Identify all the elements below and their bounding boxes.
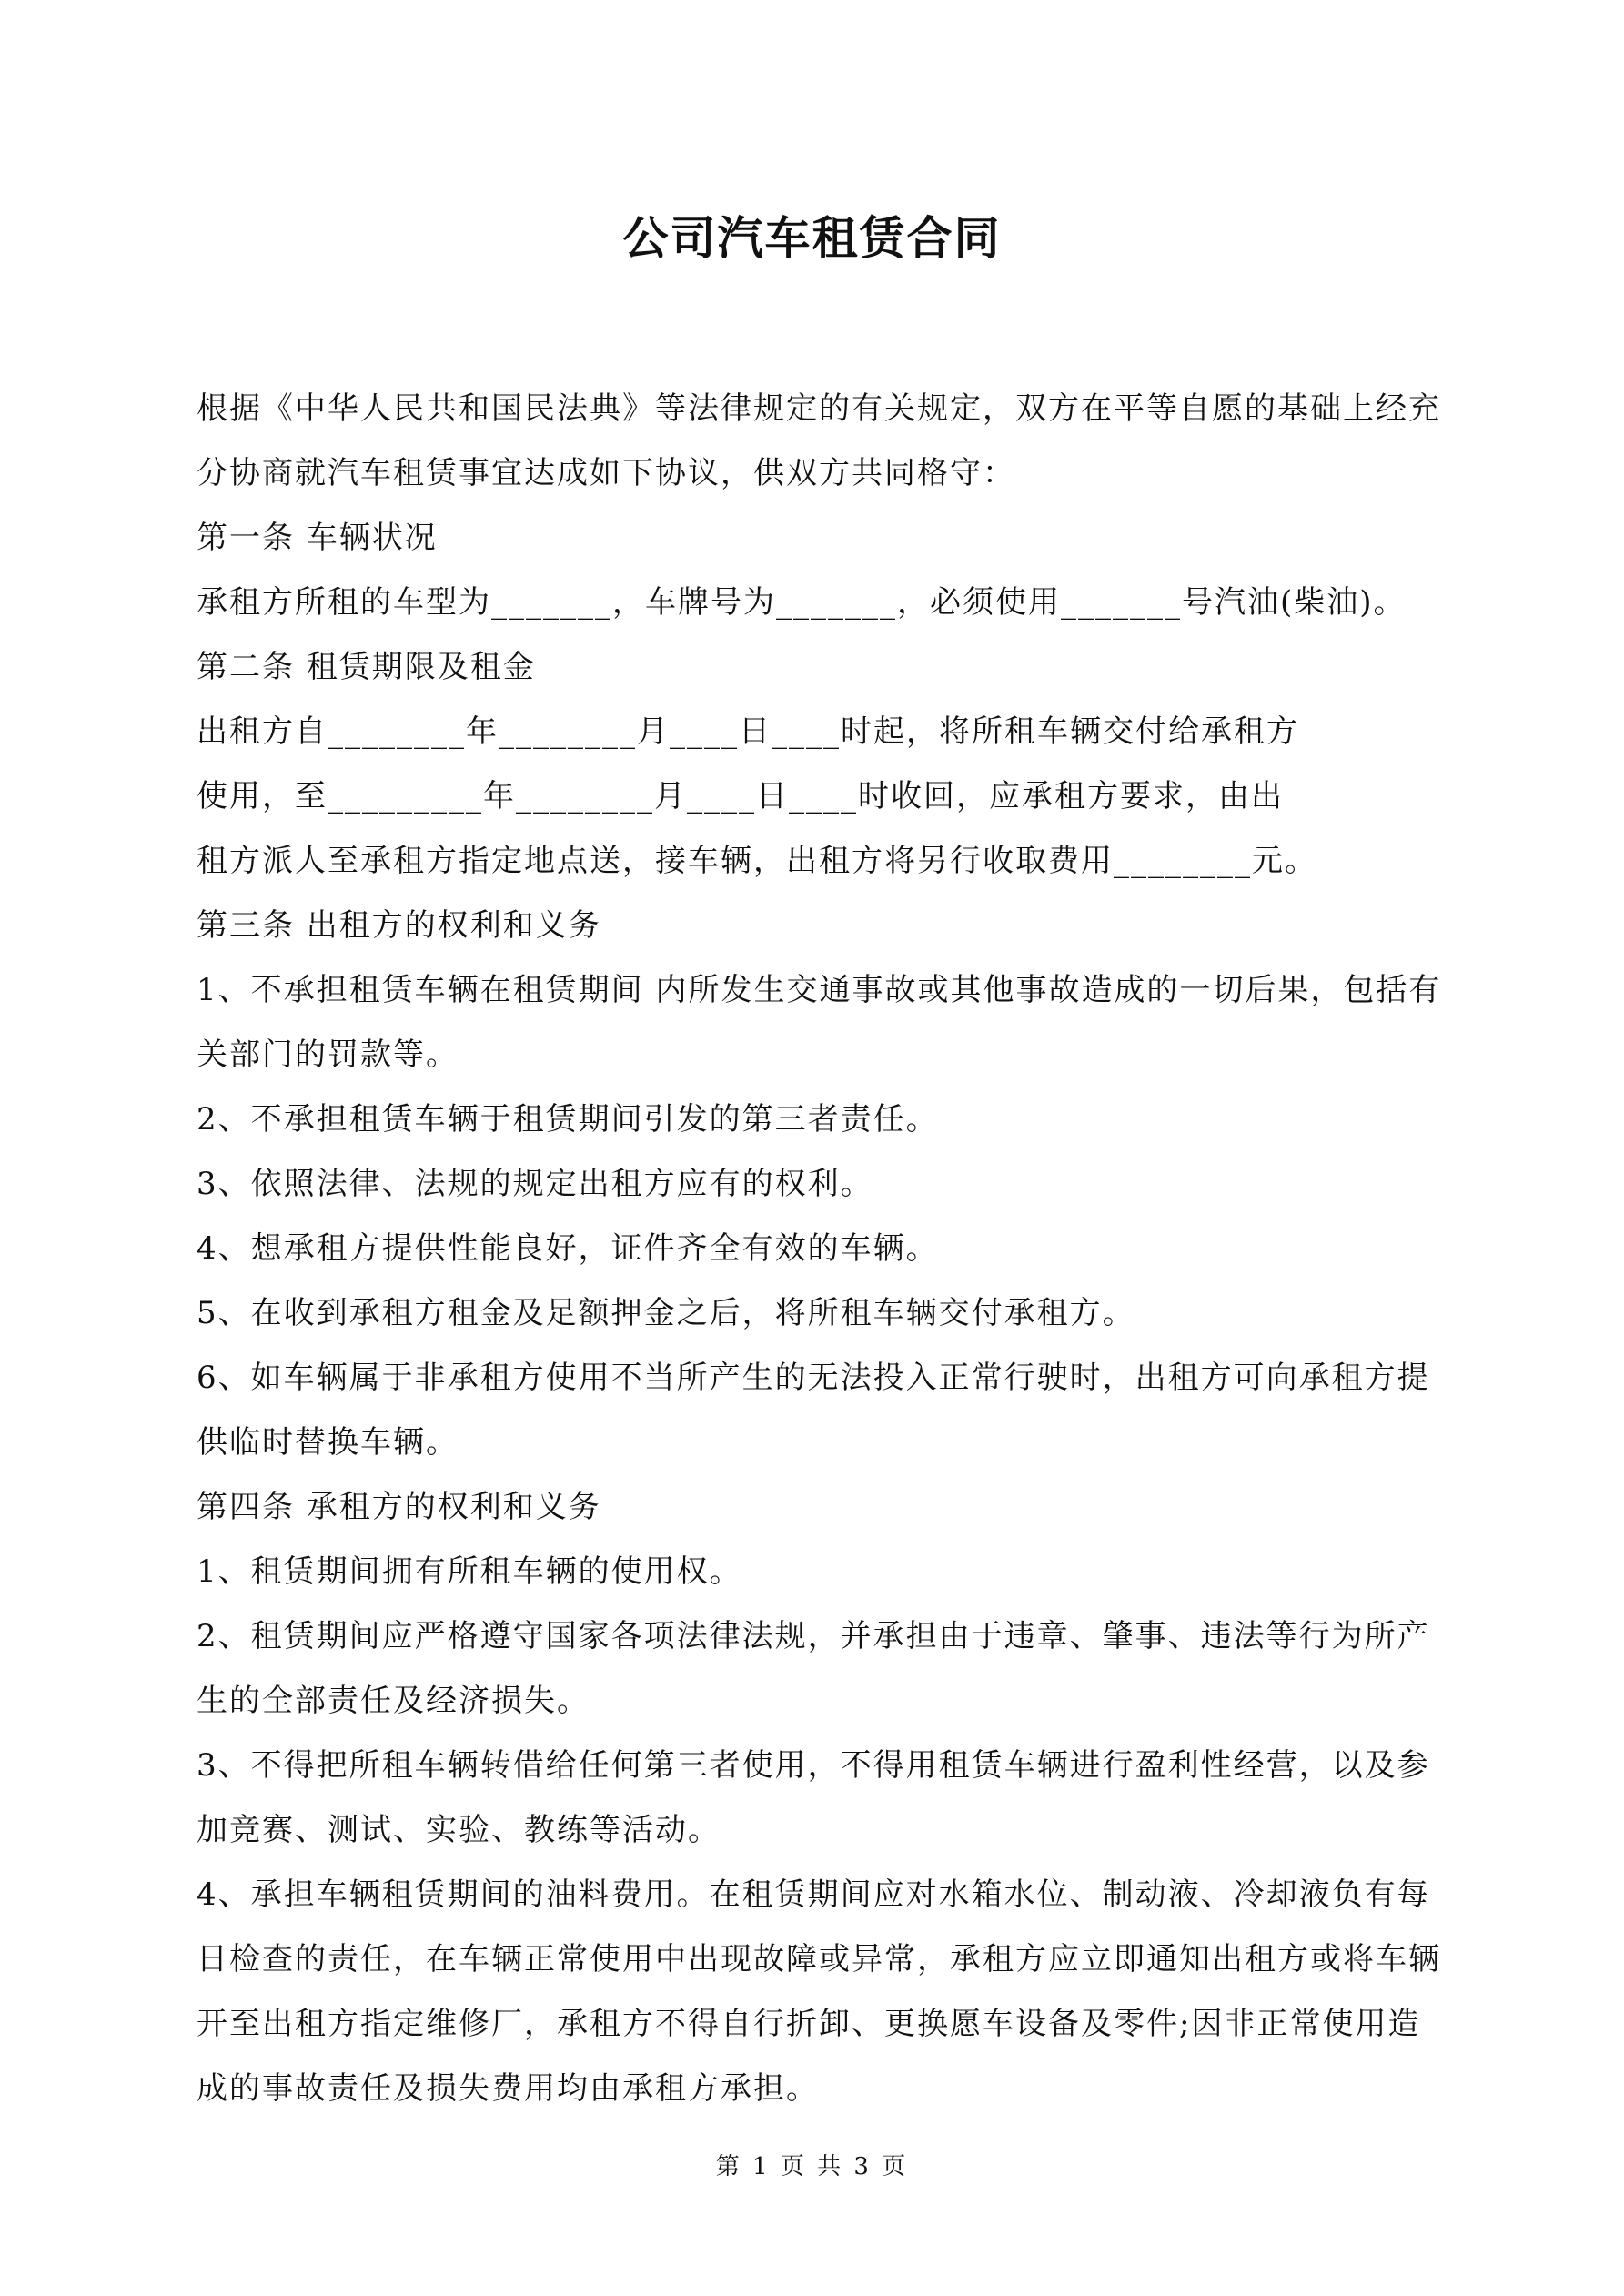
document-title: 公司汽车租赁合同 bbox=[622, 211, 1002, 265]
text-line: 供临时替换车辆。 bbox=[197, 1424, 459, 1461]
text-line: 日检查的责任，在车辆正常使用中出现故障或异常，承租方应立即通知出租方或将车辆 bbox=[197, 1941, 1441, 1977]
text-line: 4、想承租方提供性能良好，证件齐全有效的车辆。 bbox=[197, 1230, 939, 1267]
text-line: 第二条 租赁期限及租金 bbox=[197, 649, 536, 685]
text-line: 根据《中华人民共和国民法典》等法律规定的有关规定，双方在平等自愿的基础上经充 bbox=[197, 390, 1441, 427]
text-line: 第一条 车辆状况 bbox=[197, 520, 438, 556]
text-line: 1、不承担租赁车辆在租赁期间 内所发生交通事故或其他事故造成的一切后果，包括有 bbox=[197, 972, 1442, 1008]
document-body bbox=[197, 377, 1470, 2121]
text-line: 4、承担车辆租赁期间的油料费用。在租赁期间应对水箱水位、制动液、冷却液负有每 bbox=[197, 1876, 1430, 1913]
text-line: 出租方自________年________月____日____时起，将所租车辆交付给承租方 bbox=[197, 713, 1299, 750]
text-line: 3、不得把所租车辆转借给任何第三者使用，不得用租赁车辆进行盈利性经营，以及参 bbox=[197, 1747, 1430, 1784]
text-line: 承租方所租的车型为_______，车牌号为_______，必须使用_______号汽油(柴油)。 bbox=[197, 584, 1407, 621]
text-line: 第四条 承租方的权利和义务 bbox=[197, 1489, 601, 1525]
text-line: 生的全部责任及经济损失。 bbox=[197, 1683, 590, 1719]
text-line: 6、如车辆属于非承租方使用不当所产生的无法投入正常行驶时，出租方可向承租方提 bbox=[197, 1360, 1430, 1396]
text-line: 分协商就汽车租赁事宜达成如下协议，供双方共同格守： bbox=[197, 455, 1015, 491]
text-line: 2、不承担租赁车辆于租赁期间引发的第三者责任。 bbox=[197, 1101, 939, 1138]
text-line: 加竞赛、测试、实验、教练等活动。 bbox=[197, 1812, 721, 1848]
text-line: 1、租赁期间拥有所租车辆的使用权。 bbox=[197, 1553, 742, 1590]
text-line: 2、租赁期间应严格遵守国家各项法律法规，并承担由于违章、肇事、违法等行为所产 bbox=[197, 1618, 1430, 1654]
text-line: 5、在收到承租方租金及足额押金之后，将所租车辆交付承租方。 bbox=[197, 1295, 1135, 1331]
text-line: 租方派人至承租方指定地点送，接车辆，出租方将另行收取费用________元。 bbox=[197, 843, 1317, 879]
text-line: 使用，至_________年________月____日____时收回，应承租方要求，由出 bbox=[197, 778, 1284, 814]
text-line: 关部门的罚款等。 bbox=[197, 1037, 459, 1073]
text-line: 开至出租方指定维修厂，承租方不得自行折卸、更换愿车设备及零件;因非正常使用造 bbox=[197, 2006, 1421, 2042]
text-line: 第三条 出租方的权利和义务 bbox=[197, 907, 601, 944]
page-footer: 第 1 页 共 3 页 bbox=[715, 2153, 909, 2180]
text-line: 成的事故责任及损失费用均由承租方承担。 bbox=[197, 2070, 819, 2107]
text-line: 3、依照法律、法规的规定出租方应有的权利。 bbox=[197, 1166, 873, 1202]
